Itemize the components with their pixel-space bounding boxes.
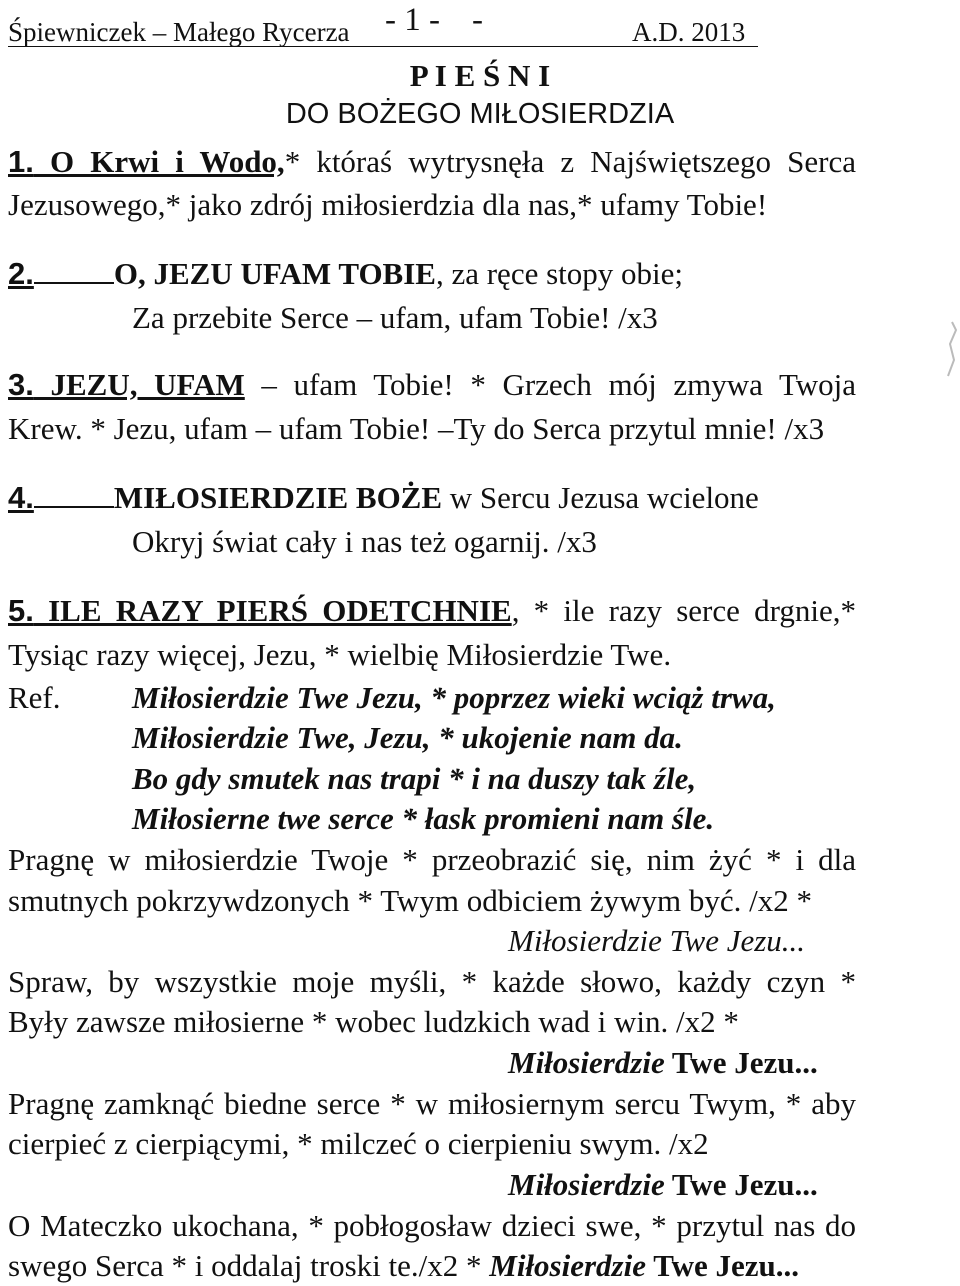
cue-italic: Miłosierdzie: [489, 1248, 646, 1283]
song-3-line-2: Krew. * Jezu, ufam – ufam Tobie! –Ty do Serca przytul mnie! /x3: [8, 411, 825, 446]
song-number: 3.: [8, 367, 34, 402]
header-dash: -: [472, 2, 483, 38]
underline-gap: [34, 260, 114, 284]
verse-2-line-1: Spraw, by wszystkie moje myśli, * każde słowo, każdy czyn *: [8, 964, 856, 999]
song-text: , za ręce stopy obie;: [435, 256, 683, 291]
verse-1-line-2: smutnych pokrzywdzonych * Twym odbiciem żywym być. /x2 *: [8, 883, 812, 918]
verse-4-line-2: [8, 1248, 799, 1284]
section-title: P I E Ś N I: [409, 58, 551, 93]
song-incipit: JEZU, UFAM: [33, 367, 245, 402]
header-date: A.D. 2013: [632, 17, 746, 47]
song-incipit: O Krwi i Wodo,: [33, 144, 285, 179]
song-text: w Sercu Jezusa wcielone: [442, 480, 759, 515]
cue-italic: Miłosierdzie: [508, 1045, 665, 1080]
verse-4-line-1: O Mateczko ukochana, * pobłogosław dzieci swe, * przytul nas do: [8, 1208, 856, 1243]
song-5-line-1: [8, 593, 856, 629]
verse-1-cue: Miłosierdzie Twe Jezu...: [508, 923, 806, 958]
verse-3-line-1: Pragnę zamknąć biedne serce * w miłosiernym sercu Twym, * aby: [8, 1086, 856, 1121]
song-5-line-2: Tysiąc razy więcej, Jezu, * wielbię Miłosierdzie Twe.: [8, 637, 672, 672]
song-incipit: MIŁOSIERDZIE BOŻE: [113, 480, 443, 515]
refrain-line: Miłosierdzie Twe Jezu, * poprzez wieki wciąż trwa,: [132, 680, 776, 715]
cue-rest: Twe Jezu...: [646, 1248, 799, 1283]
section-subtitle: DO BOŻEGO MIŁOSIERDZIA: [285, 98, 675, 130]
song-4-line-2: Okryj świat cały i nas też ogarnij. /x3: [132, 524, 597, 559]
song-3-line-1: [8, 367, 856, 403]
song-2-line-2: Za przebite Serce – ufam, ufam Tobie! /x3: [132, 300, 658, 335]
song-text: – ufam Tobie! * Grzech mój zmywa Twoja: [244, 367, 856, 402]
verse-2-line-2: Były zawsze miłosierne * wobec ludzkich wad i win. /x2 *: [8, 1004, 739, 1039]
scan-artifact-mark: [940, 320, 958, 380]
underline-gap: [34, 484, 114, 508]
verse-1-line-1: Pragnę w miłosierdzie Twoje * przeobrazić się, nim żyć * i dla: [8, 842, 856, 877]
song-text: , * ile razy serce drgnie,*: [511, 593, 856, 628]
song-number: 2.: [8, 256, 34, 291]
song-4-line-1: [8, 480, 759, 516]
refrain-line: Miłosierdzie Twe, Jezu, * ukojenie nam da.: [132, 720, 683, 755]
verse-3-cue: [508, 1167, 818, 1203]
song-incipit: ILE RAZY PIERŚ ODETCHNIE: [33, 593, 512, 628]
verse-2-cue: [508, 1045, 818, 1081]
header-title: Śpiewniczek – Małego Rycerza: [8, 17, 350, 47]
verse-3-line-2: cierpieć z cierpiącymi, * milczeć o cierpieniu swym. /x2: [8, 1126, 709, 1161]
song-incipit: O, JEZU UFAM TOBIE: [113, 256, 436, 291]
refrain-label: Ref.: [8, 680, 61, 715]
header-page-number: - 1 -: [385, 2, 440, 38]
cue-italic: Miłosierdzie: [508, 1167, 665, 1202]
verse-text: swego Serca * i oddalaj troski te./x2 *: [8, 1248, 490, 1283]
song-number: 1.: [8, 144, 34, 179]
song-number: 5.: [8, 593, 34, 628]
song-1-line-1: [8, 144, 856, 180]
refrain-line: Miłosierne twe serce * łask promieni nam śle.: [132, 801, 715, 836]
song-text: * któraś wytrysnęła z Najświętszego Serca: [284, 144, 856, 179]
refrain-line: Bo gdy smutek nas trapi * i na duszy tak źle,: [132, 761, 697, 796]
song-number: 4.: [8, 480, 34, 515]
song-2-line-1: [8, 256, 683, 292]
song-1-line-2: Jezusowego,* jako zdrój miłosierdzia dla nas,* ufamy Tobie!: [8, 187, 768, 222]
cue-rest: Twe Jezu...: [664, 1045, 818, 1080]
cue-rest: Twe Jezu...: [664, 1167, 818, 1202]
